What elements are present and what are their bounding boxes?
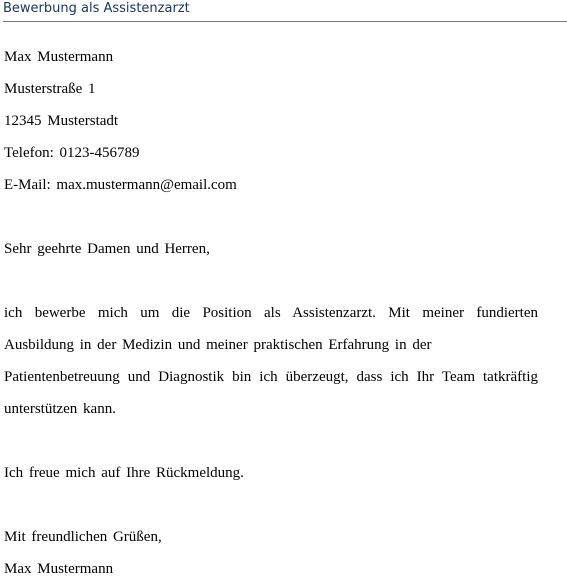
document-header	[3, 0, 567, 22]
sender-name: Max Mustermann	[4, 49, 114, 65]
paragraph-line-4: unterstützen kann.	[4, 401, 116, 417]
salutation: Sehr geehrte Damen und Herren,	[4, 241, 210, 257]
sender-phone: Telefon: 0123-456789	[4, 145, 140, 161]
closing-greeting: Mit freundlichen Grüßen,	[4, 529, 162, 545]
signature: Max Mustermann	[4, 561, 114, 577]
paragraph-2: Ich freue mich auf Ihre Rückmeldung.	[4, 465, 244, 481]
sender-city: 12345 Musterstadt	[4, 113, 119, 129]
sender-street: Musterstraße 1	[4, 81, 96, 97]
sender-email: E-Mail: max.mustermann@email.com	[4, 177, 237, 193]
header-title: Bewerbung als Assistenzarzt	[3, 1, 190, 16]
paragraph-line-2: Ausbildung in der Medizin und meiner praktischen Erfahrung in der	[4, 337, 432, 353]
paragraph-line-3: Patientenbetreuung und Diagnostik bin ich überzeugt, dass ich Ihr Team tatkräftig	[4, 369, 538, 385]
paragraph-line-1: ich bewerbe mich um die Position als Assistenzarzt. Mit meiner fundierten	[4, 305, 538, 321]
